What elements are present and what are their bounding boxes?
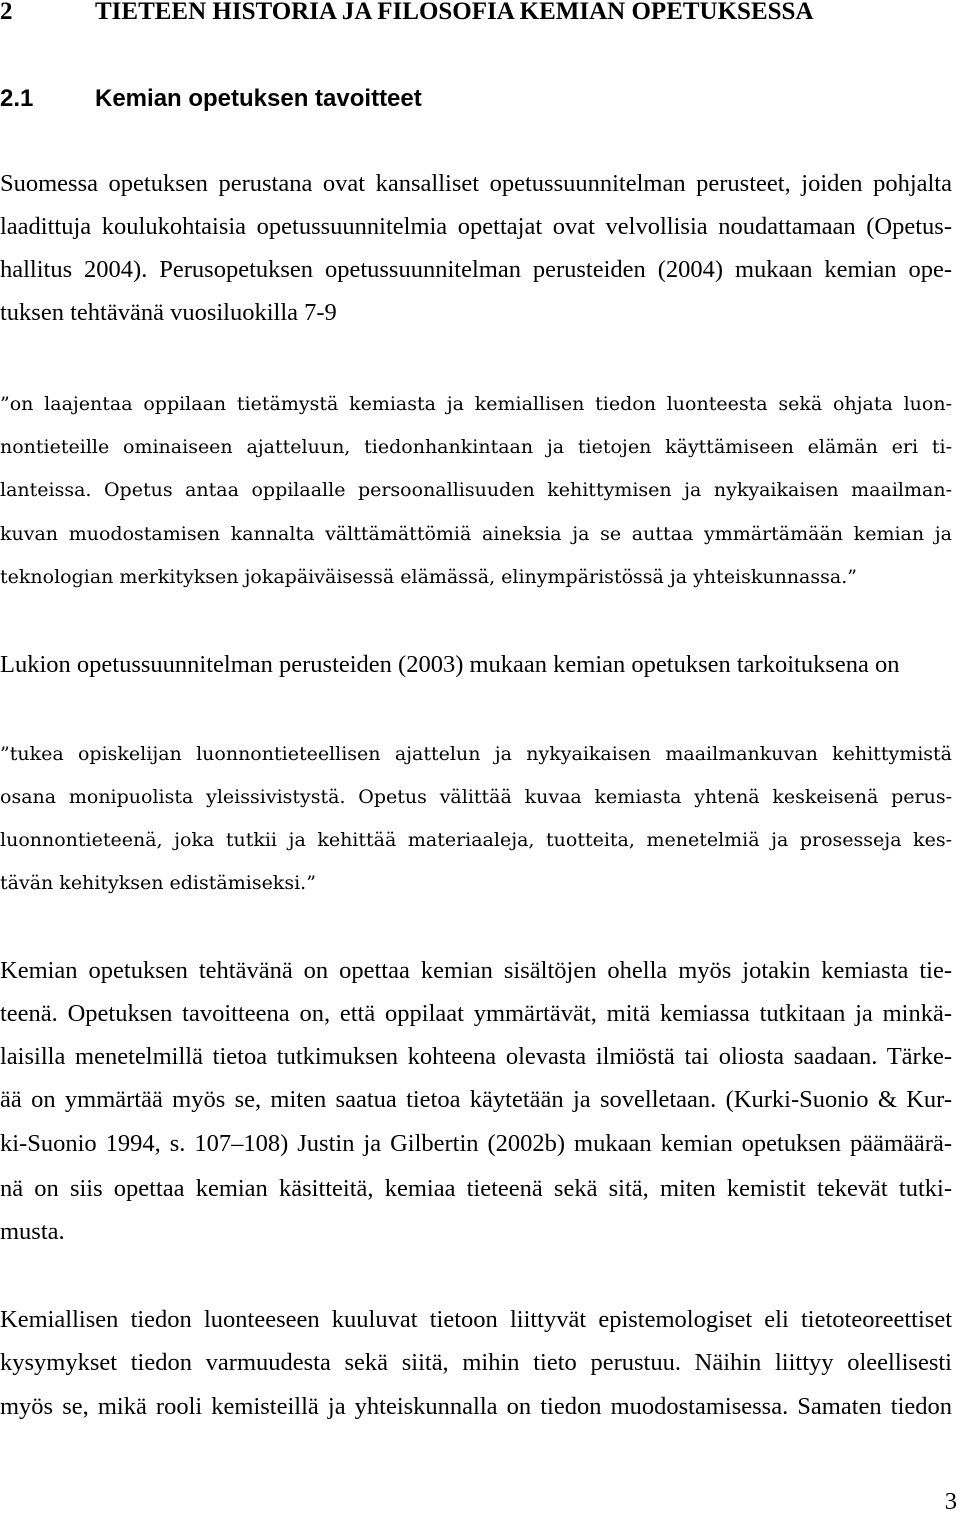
text-line: ää on ymmärtää myös se, miten saatua tietoa käytetään ja sovelletaan. (Kurki-Suonio & Kur- [0,1086,952,1113]
text-line: hallitus 2004). Perusopetuksen opetussuunnitelman perusteiden (2004) mukaan kemian ope- [0,256,952,283]
quote-line: lanteissa. Opetus antaa oppilaalle persoonallisuuden kehittymisen ja nykyaikaisen maailman- [0,479,952,501]
section-title: Kemian opetuksen tavoitteet [95,85,422,112]
section-number: 2.1 [0,85,34,112]
text-line: nä on siis opettaa kemian käsitteitä, kemiaa tieteenä sekä sitä, miten kemistit tekevät tutki- [0,1175,952,1202]
quote-line: tävän kehityksen edistämiseksi.” [0,872,316,894]
quote-line: luonnontieteenä, joka tutkii ja kehittää materiaaleja, tuotteita, menetelmiä ja prosesseja kes- [0,829,952,851]
text-line: laadittuja koulukohtaisia opetussuunnitelmia opettajat ovat velvollisia noudattamaan (Opetus- [0,213,952,240]
page-number: 3 [944,1488,957,1515]
text-line: myös se, mikä rooli kemisteillä ja yhteiskunnalla on tiedon muodostamisessa. Samaten tiedon [0,1393,952,1420]
text-line: Kemian opetuksen tehtävänä on opettaa kemian sisältöjen ohella myös jotakin kemiasta tie- [0,957,952,984]
text-line: Lukion opetussuunnitelman perusteiden (2003) mukaan kemian opetuksen tarkoituksena on [0,651,900,678]
quote-line: ”tukea opiskelijan luonnontieteellisen ajattelun ja nykyaikaisen maailmankuvan kehittymistä [0,743,952,765]
text-line: musta. [0,1218,65,1245]
text-line: laisilla menetelmillä tietoa tutkimuksen kohteena olevasta ilmiöstä tai oliosta saadaan. Tärke- [0,1043,952,1070]
quote-line: osana monipuolista yleissivistystä. Opetus välittää kuvaa kemiasta yhtenä keskeisenä perus- [0,786,952,808]
quote-line: ”on laajentaa oppilaan tietämystä kemiasta ja kemiallisen tiedon luonteesta sekä ohjata luon- [0,393,952,415]
text-line: ki-Suonio 1994, s. 107–108) Justin ja Gilbertin (2002b) mukaan kemian opetuksen päämäärä- [0,1130,952,1157]
chapter-number: 2 [0,0,13,25]
text-line: teenä. Opetuksen tavoitteena on, että oppilaat ymmärtävät, mitä kemiassa tutkitaan ja minkä- [0,1000,952,1027]
quote-line: kuvan muodostamisen kannalta välttämättömiä aineksia ja se auttaa ymmärtämään kemian ja [0,523,952,545]
text-line: Suomessa opetuksen perustana ovat kansalliset opetussuunnitelman perusteet, joiden pohjalta [0,170,952,197]
text-line: tuksen tehtävänä vuosiluokilla 7-9 [0,299,337,326]
quote-line: teknologian merkityksen jokapäiväisessä elämässä, elinympäristössä ja yhteiskunnassa.” [0,566,857,588]
text-line: kysymykset tiedon varmuudesta sekä siitä, mihin tieto perustuu. Näihin liittyy oleellisesti [0,1349,952,1376]
text-line: Kemiallisen tiedon luonteeseen kuuluvat tietoon liittyvät epistemologiset eli tietoteoreettiset [0,1306,952,1333]
quote-line: nontieteille ominaiseen ajatteluun, tiedonhankintaan ja tietojen käyttämiseen elämän eri ti- [0,436,952,458]
chapter-title: TIETEEN HISTORIA JA FILOSOFIA KEMIAN OPETUKSESSA [95,0,814,25]
